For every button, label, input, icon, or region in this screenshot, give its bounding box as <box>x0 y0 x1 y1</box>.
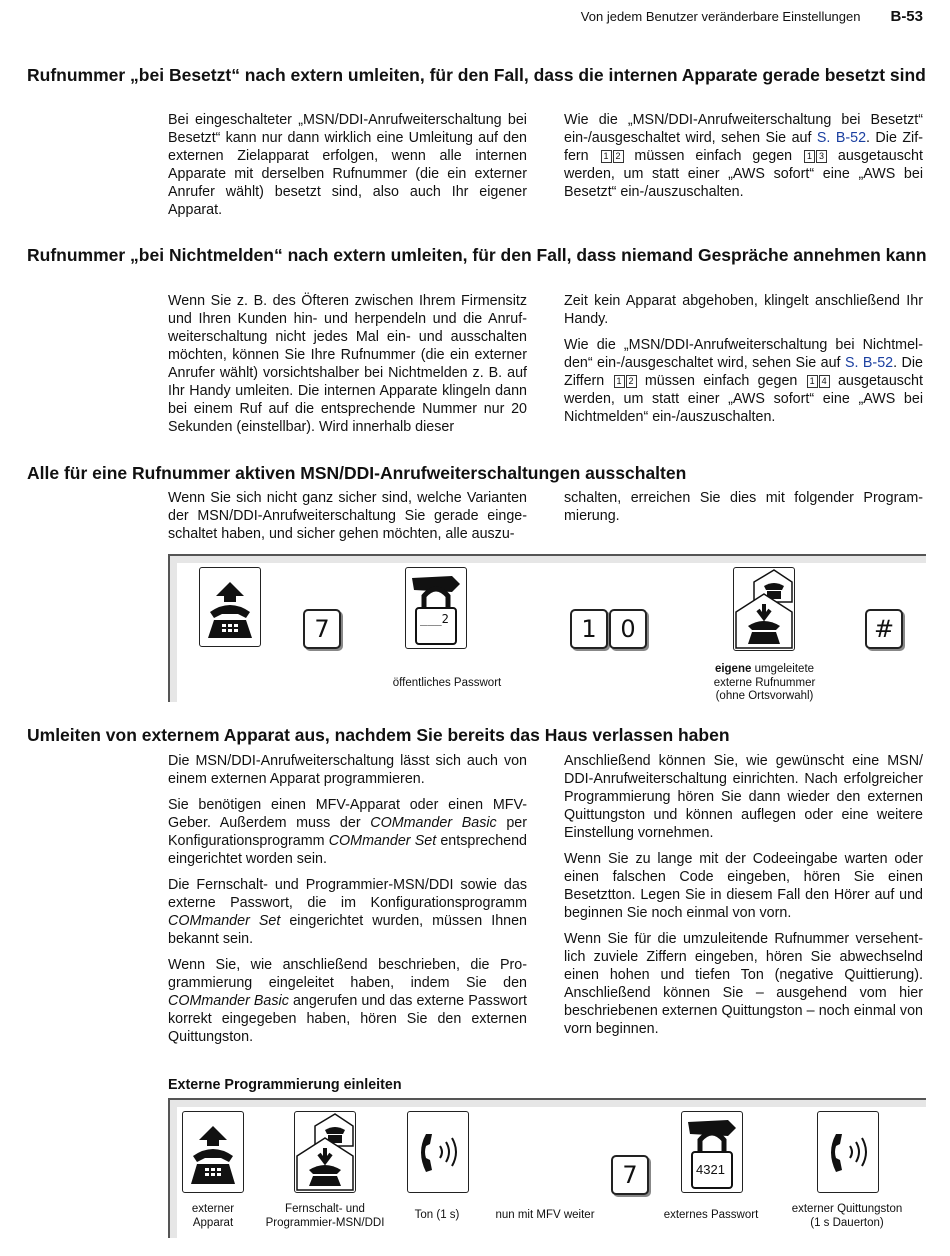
lock-code: 4321 <box>696 1162 725 1177</box>
page-link[interactable]: S. B-52 <box>844 355 894 371</box>
page-link[interactable]: S. B-52 <box>816 130 867 146</box>
caption-confirmation-tone: externer Quittungston (1 s Dauerton) <box>791 1203 903 1229</box>
busy-right-text: Wie die „MSN/DDI-Anrufweiterschaltung bei Besetzt“ ein-/ausgeschaltet wird, sehen Sie auf S. B-52. Die Ziffern 1 2 müssen einfach gegen 1 3 ausgetauscht werden, um statt einer „AWS sofort“ eine „AWS bei Besetzt“ ein-/auszuschalten. <box>564 112 923 200</box>
header-title: Von jedem Benutzer veränderbare Einstellungen <box>580 9 861 24</box>
key-0-icon: 0 <box>609 609 647 649</box>
caption-remote-msn: Fernschalt- und Programmier-MSN/DDI <box>265 1203 385 1229</box>
remote-house-icon <box>294 1111 356 1193</box>
heading-no-answer: Rufnummer „bei Nichtmelden“ nach extern umleiten, für den Fall, dass niemand Gespräche annehmen kann <box>27 245 927 265</box>
key-icon: 1 <box>807 375 818 388</box>
key-icon: 3 <box>816 150 827 163</box>
caption-external-phone: externer Apparat <box>191 1203 235 1229</box>
lock-code: ___2 <box>420 612 449 626</box>
lift-handset-icon <box>199 567 261 647</box>
key-7-icon: 7 <box>303 609 341 649</box>
caption-public-password: öffentliches Passwort <box>392 677 502 689</box>
no-answer-right-text: Zeit kein Apparat abgehoben, klingelt anschließend Ihr Handy. Wie die „MSN/DDI-Anrufweiterschaltung bei Nichtmelden“ ein-/ausgeschaltet wird, sehen Sie auf S. B-52. Die Ziffern 1 2 müssen einfach gegen 1 4 ausgetauscht werden, um statt einer „AWS sofort“ eine „AWS bei Nichtmelden“ ein-/auszuschalten. <box>564 293 923 425</box>
lift-handset-icon <box>182 1111 244 1193</box>
key-icon: 1 <box>601 150 612 163</box>
heading-busy: Rufnummer „bei Besetzt“ nach extern umleiten, für den Fall, dass die internen Apparate gerade besetzt sind <box>27 65 926 85</box>
heading-external: Umleiten von externem Apparat aus, nachdem Sie bereits das Haus verlassen haben <box>27 725 730 745</box>
confirmation-tone-icon <box>817 1111 879 1193</box>
no-answer-left-text: Wenn Sie z. B. des Öfteren zwischen Ihrem Firmensitz und Ihren Kunden hin- und herpendeln und die Anrufweiterschaltung nicht jedes Mal ein- und ausschalten möchten, können Sie Ihre Rufnummer (die ein externer Anrufer wählt) vorsichtshalber bei Nichtmelden z. B. auf Ihr Handy umleiten. Die internen Apparate klingeln dann bei einem Ruf auf die entsprechende Nummer nur 20 Sekunden (einstellbar). Wird innerhalb dieser <box>168 293 527 435</box>
key-icon: 2 <box>613 150 624 163</box>
key-7-icon: 7 <box>611 1155 649 1195</box>
page-number: B-53 <box>890 8 923 25</box>
diagram-all-off <box>168 554 926 702</box>
heading-all-off: Alle für eine Rufnummer aktiven MSN/DDI-Anrufweiterschaltungen ausschalten <box>27 463 687 483</box>
key-icon: 4 <box>819 375 830 388</box>
caption-continue-mfv: nun mit MFV weiter <box>495 1209 595 1221</box>
key-hash-icon: # <box>865 609 903 649</box>
padlock-icon <box>405 567 467 649</box>
caption-external-password: externes Passwort <box>663 1209 759 1221</box>
page-header <box>581 8 923 25</box>
external-left-text: Die MSN/DDI-Anrufweiterschaltung lässt sich auch von einem externen Apparat programmieren. Sie benötigen einen MFV-Apparat oder einen MFV-Geber. Außerdem muss der COMmander Basic per Konfigurationsprogramm COMmander Set entsprechend eingerichtet worden sein. Die Fernschalt- und Programmier-MSN/DDI sowie das externe Passwort, die im Konfigurationsprogramm COMmander Set eingerichtet wurden, müssen Ihnen bekannt sein. Wenn Sie, wie anschließend beschrieben, die Programmierung eingeleitet haben, indem Sie den COMmander Basic angerufen und das externe Passwort korrekt eingegeben haben, hören Sie den externen Quittungston. <box>168 753 528 1045</box>
redirect-house-icon <box>733 567 795 651</box>
all-off-left-text: Wenn Sie sich nicht ganz sicher sind, welche Varianten der MSN/DDI-Anrufweiterschaltung Sie gerade eingeschaltet haben, und sicher gehen möchten, alle auszu- <box>168 490 527 542</box>
key-icon: 1 <box>804 150 815 163</box>
external-right-text: Anschließend können Sie, wie gewünscht eine MSN/ DDI-Anrufweiterschaltung einrichten. Nach erfolgreicher Programmierung hören Sie dann wieder den externen Quittungston und können auflegen oder eine weitere Einstellung vornehmen. Wenn Sie zu lange mit der Codeeingabe warten oder einen falschen Code eingeben, hören Sie einen Besetztton. Legen Sie in diesem Fall den Hörer auf und beginnen Sie noch einmal von vorn. Wenn Sie für die umzuleitende Rufnummer versehentlich zuviele Ziffern eingeben, hören Sie abwechselnd einen hohen und tiefen Ton (negative Quittierung). Anschließend können Sie – ausgehend vom hier beschriebenen externen Quittungston – noch einmal von vorn beginnen. <box>564 753 923 1037</box>
key-icon: 1 <box>614 375 625 388</box>
busy-left-text: Bei eingeschalteter „MSN/DDI-Anrufweiterschaltung bei Besetzt“ kann nur dann wirklich eine Umleitung auf den externen Zielapparat erfolgen, wenn alle internen Apparate mit derselben Rufnummer (die ein externer Anrufer wählt) besetzt sind, also auch Ihr eigener Apparat. <box>168 112 527 218</box>
key-1-icon: 1 <box>570 609 608 649</box>
ringing-tone-icon <box>407 1111 469 1193</box>
caption-tone: Ton (1 s) <box>414 1209 460 1221</box>
diagram-external <box>168 1098 926 1238</box>
key-icon: 2 <box>626 375 637 388</box>
subheading-start-programming: Externe Programmierung einleiten <box>168 1077 402 1093</box>
padlock-icon <box>681 1111 743 1193</box>
all-off-right-text: schalten, erreichen Sie dies mit folgender Programmierung. <box>564 490 923 524</box>
caption-own-number: eigene umgeleitete externe Rufnummer (ohne Ortsvorwahl) <box>713 663 816 702</box>
